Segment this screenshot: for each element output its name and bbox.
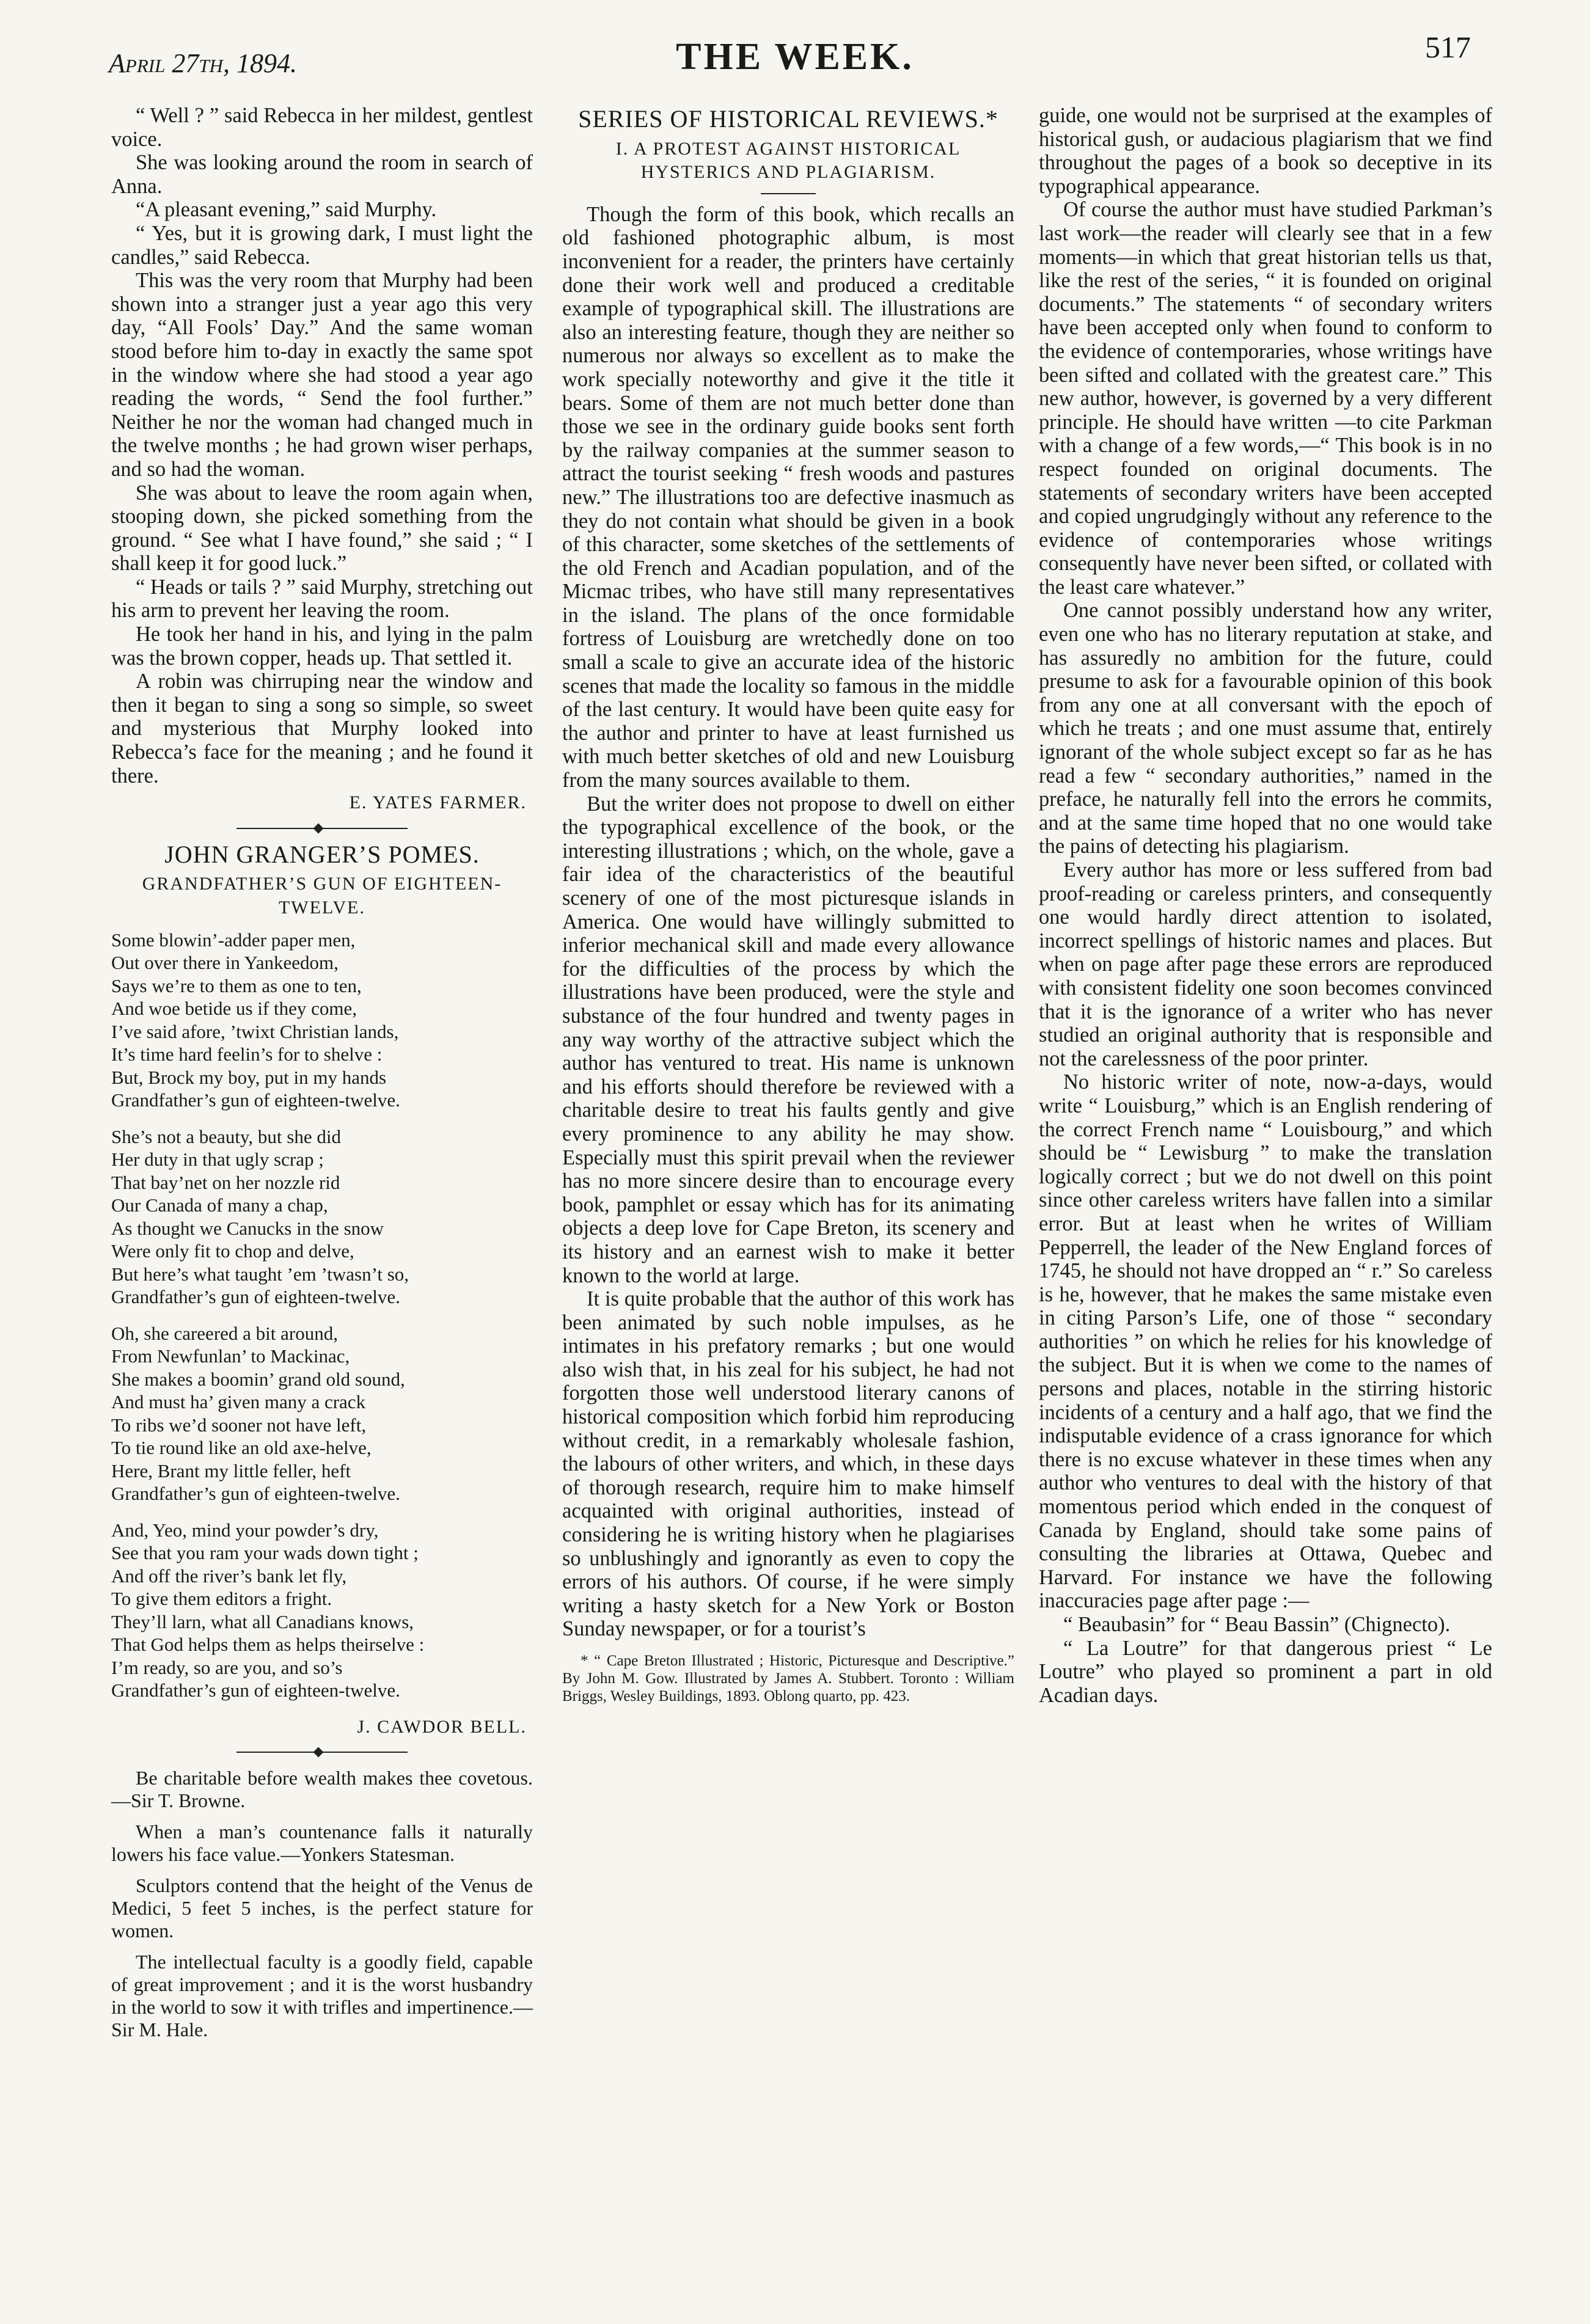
- poem-line: Grandfather’s gun of eighteen-twelve.: [111, 1089, 400, 1111]
- story-paragraph: “ Well ? ” said Rebecca in her mildest, gentlest voice.: [111, 104, 533, 151]
- poem-line: Oh, she careered a bit around,: [111, 1322, 338, 1344]
- poem-line: Some blowin’-adder paper men,: [111, 929, 356, 951]
- review-continuation: [1039, 104, 1492, 1707]
- review-paragraph: It is quite probable that the author of this work has been animated by such noble impulses, as he intimates in his prefatory remarks ; but one would also wish that, in his zeal for his subject, he had not forgotten those well understood literary canons of historical composition which forbid him reproducing without credit, in a remarkably wholesale fashion, the labours of other writers, and which, in these days of thorough research, require him to make himself acquainted with original authorities, instead of considering he is writing history when he plagiarises so unblushingly and ignorantly as even to copy the errors of his authors. Of course, if he were simply writing a hasty sketch for a New York or Boston Sunday newspaper, or for a tourist’s: [562, 1287, 1014, 1641]
- quotation: Sculptors contend that the height of the Venus de Medici, 5 feet 5 inches, is the perfect stature for women.: [111, 1874, 533, 1942]
- poem-line: As thought we Canucks in the snow: [111, 1217, 384, 1239]
- poem-author: J. CAWDOR BELL.: [357, 1716, 527, 1737]
- story-paragraph: “A pleasant evening,” said Murphy.: [136, 198, 437, 222]
- review-heading: SERIES OF HISTORICAL REVIEWS.*: [578, 105, 998, 133]
- poem-line: That bay’net on her nozzle rid: [111, 1171, 340, 1193]
- page-number: 517: [1425, 30, 1471, 64]
- poem-line: That God helps them as helps theirselve :: [111, 1634, 425, 1656]
- story-paragraph: This was the very room that Murphy had been shown into a stranger just a year ago this very day, “All Fools’ Day.” And the same woman stood before him to-day in exactly the same spot in the window where she had stood a year ago reading the words, “ Send the fool further.” Neither he nor the woman had changed much in the twelve months ; he had grown wiser perhaps, and so had the woman.: [111, 269, 533, 481]
- poem-line: And, Yeo, mind your powder’s dry,: [111, 1519, 379, 1541]
- section-ornament: [236, 825, 408, 832]
- poem-line: And off the river’s bank let fly,: [111, 1565, 347, 1587]
- poem-line: She’s not a beauty, but she did: [111, 1125, 341, 1147]
- quotations: [111, 1767, 533, 2041]
- poem-line: But here’s what taught ’em ’twasn’t so,: [111, 1263, 409, 1285]
- review-body: [562, 203, 1014, 1641]
- section-ornament: [236, 1748, 408, 1756]
- poem-line: She makes a boomin’ grand old sound,: [111, 1368, 405, 1390]
- column-right: [1039, 104, 1492, 1707]
- poem-line: Were only fit to chop and delve,: [111, 1240, 354, 1262]
- poem-line: To give them editors a fright.: [111, 1588, 332, 1610]
- review-paragraph: Of course the author must have studied Parkman’s last work—the reader will clearly see that in a few moments—in which that great historian tells us that, like the rest of the series, “ it is founded on original documents.” The statements “ of secondary writers have been accepted only when found to conform to the evidence of contemporaries, whose writings have been sifted and collated with the greatest care.” This new author, however, is governed by a very different principle. He should have written —to cite Parkman with a change of a few words,—“ This book is in no respect founded on original documents. The statements of secondary writers have been accepted and copied ungrudgingly without any reference to the evidence of contemporaries whose writings consequently have never been sifted, or collated with the least care whatever.”: [1039, 198, 1492, 599]
- poem-line: Here, Brant my little feller, heft: [111, 1460, 351, 1482]
- review-paragraph: guide, one would not be surprised at the examples of historical gush, or audacious plagiarism that we find throughout the pages of a book so deceptive in its typographical appearance.: [1039, 104, 1492, 198]
- poem-line: And must ha’ given many a crack: [111, 1391, 366, 1413]
- story-paragraph: “ Heads or tails ? ” said Murphy, stretching out his arm to prevent her leaving the room.: [111, 575, 533, 623]
- review-paragraph: “ Beaubasin” for “ Beau Bassin” (Chignecto).: [1063, 1613, 1451, 1636]
- story-author: E. YATES FARMER.: [349, 792, 527, 813]
- poem-line: See that you ram your wads down tight ;: [111, 1542, 419, 1564]
- poem-title: GRANDFATHER’S GUN OF EIGHTEEN-TWELVE.: [142, 874, 502, 918]
- footnote-text: * “ Cape Breton Illustrated ; Historic, Picturesque and Descriptive.” By John M. Gow. Illustrated by James A. Stubbert. Toronto : William Briggs, Wesley Buildings, 1893. Oblong quarto, pp. 423.: [562, 1653, 1014, 1705]
- quotation: When a man’s countenance falls it naturally lowers his face value.—Yonkers Statesman.: [111, 1821, 533, 1866]
- poem-line: To ribs we’d sooner not have left,: [111, 1414, 367, 1436]
- poem: [111, 929, 533, 1702]
- page-header: [0, 0, 1590, 92]
- story-ending: [111, 104, 533, 815]
- poem-stanza: [111, 1322, 533, 1505]
- review-paragraph: One cannot possibly understand how any writer, even one who has no literary reputation at stake, and has assuredly no ambition for the future, could presume to ask for a favourable opinion of this book from any one at all conversant with the epoch of which he treats ; and one must assume that, entirely ignorant of the whole subject except so far as he has read a few “ secondary authorities,” named in the preface, he naturally fell into the errors he commits, and at the same time hoped that no one would take the pains of detecting his plagiarism.: [1039, 599, 1492, 858]
- poem-line: I’m ready, so are you, and so’s: [111, 1656, 343, 1678]
- story-paragraph: A robin was chirruping near the window and then it began to sing a song so simple, so sweet and mysterious that Murphy looked into Rebecca’s face for the meaning ; and he found it there.: [111, 670, 533, 787]
- story-paragraph: He took her hand in his, and lying in the palm was the brown copper, heads up. That settled it.: [111, 623, 533, 670]
- story-paragraph: She was about to leave the room again when, stooping down, she picked something from the ground. “ See what I have found,” she said ; “ I shall keep it for good luck.”: [111, 481, 533, 576]
- footnote: [562, 1652, 1014, 1705]
- poem-line: From Newfunlan’ to Mackinac,: [111, 1345, 350, 1367]
- poem-line: Her duty in that ugly scrap ;: [111, 1149, 324, 1171]
- story-paragraph: “ Yes, but it is growing dark, I must light the candles,” said Rebecca.: [111, 221, 533, 269]
- poem-line: Grandfather’s gun of eighteen-twelve.: [111, 1286, 400, 1308]
- poem-line: Our Canada of many a chap,: [111, 1194, 328, 1216]
- quotation: The intellectual faculty is a goodly field, capable of great improvement ; and it is the worst husbandry in the world to sow it with trifles and impertinence.—Sir M. Hale.: [111, 1951, 533, 2041]
- poem-stanza: [111, 1519, 533, 1702]
- review-paragraph: No historic writer of note, now-a-days, would write “ Louisburg,” which is an English rendering of the correct French name “ Louisbourg,” and which should be “ Lewisburg ” to make the translation logically correct ; but we do not dwell on this point since other careless writers have fallen into a similar error. But at least when he writes of William Pepperrell, the leader of the New England forces of 1745, he should not have dropped an “ r.” So careless is he, however, that he makes the same mistake even in citing Parson’s Life, one of those “ secondary authorities ” on which he relies for his knowledge of the subject. But it is when we come to the names of persons and places, notable in the stirring historic incidents of a century and a half ago, that we find the indisputable evidence of a crass ignorance for which there is no excuse whatever in these times when any author who ventures to deal with the history of that momentous period which ended in the conquest of Canada by England, should take some pains of consulting the libraries at Ottawa, Quebec and Harvard. For instance we have the following inaccuracies page after page :—: [1039, 1070, 1492, 1613]
- poem-line: But, Brock my boy, put in my hands: [111, 1066, 387, 1088]
- review-subheading: I. A PROTEST AGAINST HISTORICAL HYSTERICS AND PLAGIARISM.: [615, 138, 961, 183]
- poem-line: Grandfather’s gun of eighteen-twelve.: [111, 1483, 400, 1505]
- review-paragraph: Though the form of this book, which recalls an old fashioned photographic album, is most inconvenient for a reader, the printers have certainly done their work well and produced a creditable example of typographical skill. The illustrations are also an interesting feature, though they are neither so numerous nor always so excellent as to make the work specially noteworthy and give it the title it bears. Some of them are not much better done than those we see in the ordinary guide books sent forth by the railway companies at the summer season to attract the tourist seeking “ fresh woods and pastures new.” The illustrations too are defective inasmuch as they do not contain what should be given in a book of this character, some sketches of the settlements of the old French and Acadian population, and of the Micmac tribes, who have still many representatives in the island. The plans of the once formidable fortress of Louisburg are wretchedly done on too small a scale to give an accurate idea of the historic scenes that made the locality so famous in the middle of the last century. It would have been quite easy for the author and printer to have at least furnished us with much better sketches of old and new Louisburg from the many sources available to them.: [562, 202, 1014, 792]
- poem-line: To tie round like an old axe-helve,: [111, 1437, 372, 1459]
- poem-line: I’ve said afore, ’twixt Christian lands,: [111, 1020, 399, 1042]
- review-paragraph: “ La Loutre” for that dangerous priest “ Le Loutre” who played so prominent a part in old Acadian days.: [1039, 1636, 1492, 1707]
- story-paragraph: She was looking around the room in search of Anna.: [111, 151, 533, 198]
- divider: [761, 193, 816, 194]
- issue-date: April 27th, 1894.: [109, 48, 297, 78]
- publication-title: THE WEEK.: [676, 36, 914, 78]
- poem-line: Out over there in Yankeedom,: [111, 952, 339, 974]
- quotation: Be charitable before wealth makes thee covetous.—Sir T. Browne.: [111, 1767, 533, 1812]
- poem-heading: JOHN GRANGER’S POMES.: [164, 840, 480, 868]
- poem-stanza: [111, 1125, 533, 1309]
- poem-line: Says we’re to them as one to ten,: [111, 974, 362, 996]
- poem-line: It’s time hard feelin’s for to shelve :: [111, 1043, 383, 1065]
- poem-stanza: [111, 929, 533, 1112]
- review-paragraph: But the writer does not propose to dwell on either the typographical excellence of the book, or the interesting illustrations ; which, on the whole, gave a fair idea of the characteristics of the beautiful scenery of one of the most picturesque islands in America. One would have willingly submitted to inferior mechanical skill and made every allowance for the difficulties of the process by which the illustrations have been produced, were the style and substance of the four hundred and twenty pages in any way worthy of the attractive subject which the author has ventured to treat. His name is unknown and his efforts should therefore be reviewed with a charitable desire to treat his faults gently and give every prominence to any ability he may show. Especially must this spirit prevail when the reviewer has no more sincere desire than to encourage every book, pamphlet or essay which has for its animating objects a deep love for Cape Breton, its scenery and its history and an earnest wish to make it better known to the world at large.: [562, 792, 1014, 1287]
- column-middle: [562, 104, 1014, 1705]
- poem-line: They’ll larn, what all Canadians knows,: [111, 1610, 414, 1632]
- poem-line: Grandfather’s gun of eighteen-twelve.: [111, 1679, 400, 1701]
- poem-line: And woe betide us if they come,: [111, 998, 357, 1020]
- review-paragraph: Every author has more or less suffered from bad proof-reading or careless printers, and consequently one would hardly direct attention to isolated, incorrect spellings of historic names and places. But when on page after page these errors are reproduced with consistent fidelity one soon becomes convinced that it is the ignorance of a writer who has never studied an original authority that is responsible and not the carelessness of the poor printer.: [1039, 858, 1492, 1070]
- column-left: [111, 104, 533, 2050]
